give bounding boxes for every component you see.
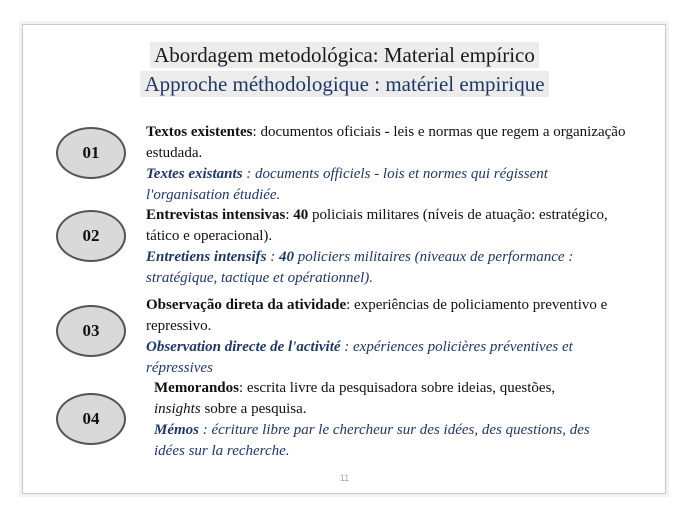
list-item-02 <box>146 205 626 289</box>
item-body-pt: : documentos oficiais - leis e normas que regem a organização estudada. <box>146 124 626 161</box>
page-number: 11 <box>339 473 350 483</box>
item-heading-fr: Observation directe de l'activité <box>146 339 341 355</box>
item-italic-pt: insights <box>154 401 201 417</box>
item-heading-fr: Mémos <box>154 422 199 438</box>
list-item-04 <box>154 378 604 462</box>
item-text-pt <box>154 378 604 420</box>
number-label: 02 <box>82 226 100 245</box>
item-text-pt <box>146 205 626 247</box>
item-heading-fr: Textes existants <box>146 166 243 182</box>
item-heading-pt: Entrevistas intensivas <box>146 207 286 223</box>
item-body-fr: : expériences policières préventives et répressives <box>146 339 573 376</box>
slide-title <box>0 42 689 100</box>
number-circle-04 <box>56 393 126 445</box>
item-separator: : <box>266 249 279 265</box>
item-count-pt: 40 <box>293 207 309 223</box>
item-text-pt <box>146 122 626 164</box>
title-french: Approche méthodologique : matériel empirique <box>140 71 548 97</box>
item-body-pt: : escrita livre da pesquisadora sobre ideias, questões, <box>239 380 556 396</box>
item-body-end-pt: sobre a pesquisa. <box>200 401 307 417</box>
item-text-fr <box>146 164 626 206</box>
number-circle-01 <box>56 127 126 179</box>
item-heading-fr: Entretiens intensifs <box>146 249 267 265</box>
item-body-pt: : experiências de policiamento preventivo e repressivo. <box>146 297 608 334</box>
title-portuguese: Abordagem metodológica: Material empírico <box>150 42 539 68</box>
item-text-fr <box>146 247 626 289</box>
item-body-pt: policiais militares (níveis de atuação: estratégico, tático e operacional). <box>146 207 608 244</box>
item-count-fr: 40 <box>278 249 294 265</box>
number-circle-02 <box>56 210 126 262</box>
item-separator: : <box>285 207 294 223</box>
list-item-01 <box>146 122 626 206</box>
item-text-pt <box>146 295 636 337</box>
item-text-fr <box>146 337 636 379</box>
number-label: 03 <box>82 321 100 340</box>
item-heading-pt: Observação direta da atividade <box>146 297 347 313</box>
number-label: 04 <box>82 409 100 428</box>
item-heading-pt: Textos existentes <box>146 124 253 140</box>
number-circle-03 <box>56 305 126 357</box>
item-text-fr <box>154 420 604 462</box>
item-body-fr: policiers militaires (niveaux de performance : stratégique, tactique et opérationnel). <box>146 249 574 286</box>
list-item-03 <box>146 295 636 379</box>
item-body-fr: : écriture libre par le chercheur sur des idées, des questions, des idées sur la recherche. <box>154 422 590 459</box>
item-body-fr: : documents officiels - lois et normes qui régissent l'organisation étudiée. <box>146 166 548 203</box>
number-label: 01 <box>82 143 100 162</box>
item-heading-pt: Memorandos <box>154 380 239 396</box>
